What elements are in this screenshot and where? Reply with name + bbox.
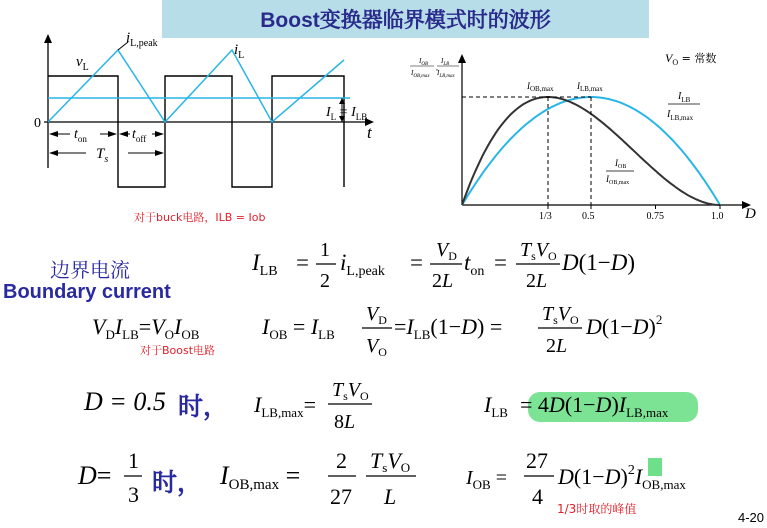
ILB-label: $I_L = I_{LB}$ <box>326 105 368 122</box>
svg-text:D=: D= <box>78 461 112 490</box>
svg-text:2L: 2L <box>432 270 454 292</box>
x-tick-label: 1/3 <box>539 211 552 222</box>
vL-waveform <box>48 76 344 187</box>
ton-label: $t_{on}$ <box>74 127 87 144</box>
svg-text:L: L <box>384 484 397 509</box>
svg-text:=: = <box>494 250 507 275</box>
svg-text:TsVO: $T_sV_O$ <box>542 303 579 327</box>
svg-text:iL,peak: $i_{L,peak}$ <box>340 250 385 279</box>
svg-text:,: , <box>436 63 438 72</box>
svg-text:TsVO: $T_sV_O$ <box>332 379 369 403</box>
svg-text:D(1−D)2IOB,max: $D(1-D)^2I_{OB,max}$ <box>558 463 686 492</box>
svg-text:= 4D(1−D)ILB,max: = $4D(1-D)I_{LB,max}$ <box>520 392 669 420</box>
svg-text:2: 2 <box>336 448 347 473</box>
svg-text:1: 1 <box>128 448 139 473</box>
svg-text:ILB,max=: $I_{LB,max}=$ <box>254 392 316 420</box>
chart-ticks <box>539 205 724 222</box>
svg-text:ILB: $I_{LB}$ <box>678 91 691 104</box>
svg-text:ILB: $I_{LB}$ <box>252 250 278 279</box>
x-tick-label: 1.0 <box>711 211 724 222</box>
svg-text:27: 27 <box>526 448 548 473</box>
svg-text:ton: $t_{on}$ <box>464 250 485 279</box>
svg-text:IOB = ILB: $I_{OB} = I_{LB}$ <box>262 314 335 342</box>
boundary-current-en: Boundary current <box>3 281 171 303</box>
x-tick-label: 0.75 <box>646 211 664 222</box>
iLpeak-label: $i_{L,peak}$ <box>126 30 158 49</box>
shi-label-1: 时， <box>178 392 229 421</box>
buck-note: 对于buck电路，ILB = Iob <box>134 211 266 224</box>
svg-text:IOB,max: $I_{OB,max}$ <box>606 174 630 186</box>
svg-text:IOB: $I_{OB}$ <box>615 158 627 170</box>
svg-text:VD: $V_D$ <box>436 239 457 263</box>
svg-text:D(1−D)2: $D(1-D)^2$ <box>586 312 663 339</box>
svg-text:=ILB(1−D) =: $=I_{LB}(1-D)$ = <box>394 314 503 342</box>
svg-text:ILB,max: $I_{LB,max}$ <box>667 109 694 122</box>
svg-text:D(1−D): D(1−D) <box>562 250 636 275</box>
boundary-current-cn: 边界电流 <box>50 258 130 282</box>
svg-text:TsVO: $T_sV_O$ <box>520 239 557 263</box>
svg-text:VDILB=VOIOB: $V_DI_{LB}=V_OI_{OB}$ <box>92 314 200 342</box>
vL-label: $v_L$ <box>76 54 89 73</box>
chart-x-label: D <box>745 206 756 222</box>
svg-text:=: = <box>296 250 309 275</box>
y-axis-legend <box>410 57 459 79</box>
svg-text:27: 27 <box>330 484 352 509</box>
iL-waveform <box>48 50 344 122</box>
svg-text:=: = <box>410 250 423 275</box>
x-tick-label: 0.5 <box>582 211 595 222</box>
svg-text:ILB: $I_{LB}$ <box>441 57 450 67</box>
vo-constant-label: $V_O$ = 常数 <box>665 51 717 67</box>
y-axis-arrow <box>44 34 52 43</box>
svg-text:ILB,max: $I_{LB,max}$ <box>437 69 455 79</box>
d-half-condition <box>84 387 166 417</box>
peak-note: 1/3时取的峰值 <box>557 502 637 516</box>
ILB-ratio-label <box>666 91 700 122</box>
svg-text:VD: $V_D$ <box>366 303 387 327</box>
toff-label: $t_{off}$ <box>132 127 147 144</box>
equation-ILB <box>250 230 670 294</box>
svg-text:IOB,max =: IOB,max = <box>220 461 301 493</box>
slide-number: 4-20 <box>738 510 765 525</box>
svg-text:8L: 8L <box>334 411 356 433</box>
IOB-ratio-label <box>605 158 634 186</box>
svg-text:VO: $V_O$ <box>366 335 387 359</box>
iL-label: $i_L$ <box>234 42 245 61</box>
svg-text:ILB: $I_{LB}$ <box>484 392 508 420</box>
IOBmax-label: $I_{OB,max}$ <box>527 81 554 93</box>
svg-text:IOB,max: $I_{OB,max}$ <box>411 69 430 79</box>
svg-text:2L: 2L <box>546 335 568 357</box>
shi-label-2: 时， <box>152 468 203 497</box>
svg-text:1: 1 <box>320 239 330 261</box>
svg-text:2: 2 <box>320 270 330 292</box>
svg-text:4: 4 <box>532 484 543 509</box>
svg-text:3: 3 <box>128 482 139 507</box>
origin-label: 0 <box>34 116 41 131</box>
Ts-label: $T_s$ <box>96 146 109 165</box>
t-label: t <box>367 123 372 142</box>
boundary-current-chart <box>405 45 767 227</box>
slide-title: Boost变换器临界模式时的波形 <box>260 9 551 32</box>
d-half-value: D = 0.5 <box>84 387 166 416</box>
boost-note: 对于Boost电路 <box>140 344 216 357</box>
svg-text:IOB =: $I_{OB}$ = <box>466 467 508 492</box>
svg-text:2L: 2L <box>526 270 548 292</box>
ILBmax-label: $I_{LB,max}$ <box>577 81 603 93</box>
waveform-diagram <box>0 30 380 205</box>
svg-text:TsVO: TsVO <box>370 448 411 475</box>
svg-text:IOB: $I_{OB}$ <box>419 57 429 67</box>
equation-ILBmax <box>250 372 720 438</box>
